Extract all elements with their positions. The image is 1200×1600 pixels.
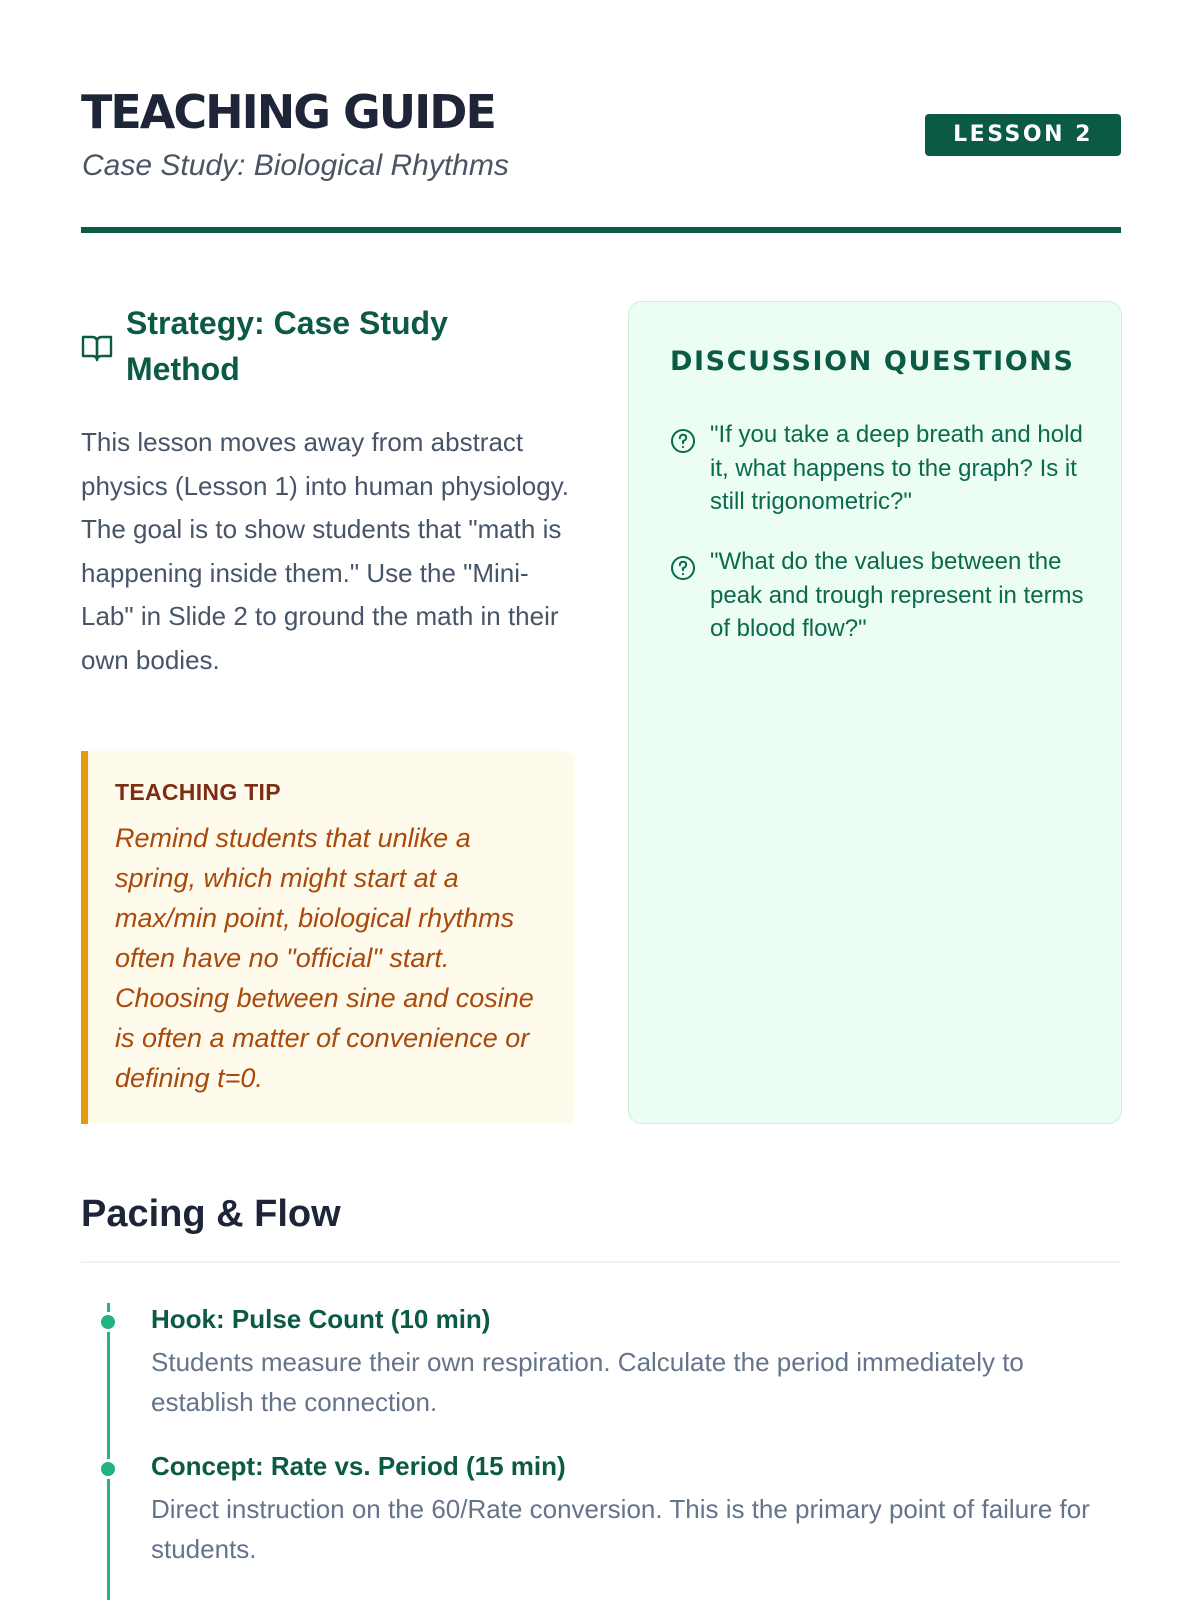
lesson-badge: LESSON 2 (925, 114, 1121, 156)
help-circle-icon (670, 555, 696, 581)
discussion-heading: DISCUSSION QUESTIONS (670, 346, 1075, 377)
strategy-intro: This lesson moves away from abstract physics (Lesson 1) into human physiology. The goal is to show students that "math is happening inside them." Use the "Mini-Lab" in Slide 2 to ground the math in their own bodies. (81, 427, 569, 675)
pacing-step-title: Concept: Rate vs. Period (15 min) (151, 1451, 566, 1481)
page-header (81, 84, 1121, 234)
tip-heading: TEACHING TIP (115, 779, 281, 805)
timeline-dot (98, 1459, 118, 1479)
pacing-step-desc: Students measure their own respiration. Calculate the period immediately to establish the connection. (151, 1347, 1024, 1417)
timeline-line (107, 1303, 110, 1600)
page-subtitle: Case Study: Biological Rhythms (82, 149, 509, 182)
pacing-step-title: Hook: Pulse Count (10 min) (151, 1304, 491, 1334)
teaching-tip-box (81, 751, 575, 1124)
pacing-divider (81, 1261, 1121, 1263)
question-text: "If you take a deep breath and hold it, what happens to the graph? Is it still trigonometric?" (710, 421, 1083, 515)
header-divider (81, 227, 1121, 233)
help-circle-icon (670, 428, 696, 454)
timeline-dot (98, 1312, 118, 1332)
question-text: "What do the values between the peak and trough represent in terms of blood flow?" (710, 548, 1084, 642)
discussion-panel (628, 301, 1122, 1124)
pacing-step-desc: Direct instruction on the 60/Rate conversion. This is the primary point of failure for students. (151, 1494, 1090, 1564)
open-book-icon (81, 333, 113, 363)
pacing-heading: Pacing & Flow (81, 1193, 341, 1235)
tip-text: Remind students that unlike a spring, which might start at a max/min point, biological rhythms often have no "official" start. Choosing between sine and cosine is often a matter of convenience or defining t=0. (115, 823, 534, 1093)
page-title: TEACHING GUIDE (81, 85, 495, 139)
strategy-title: Strategy: Case Study Method (126, 305, 448, 387)
